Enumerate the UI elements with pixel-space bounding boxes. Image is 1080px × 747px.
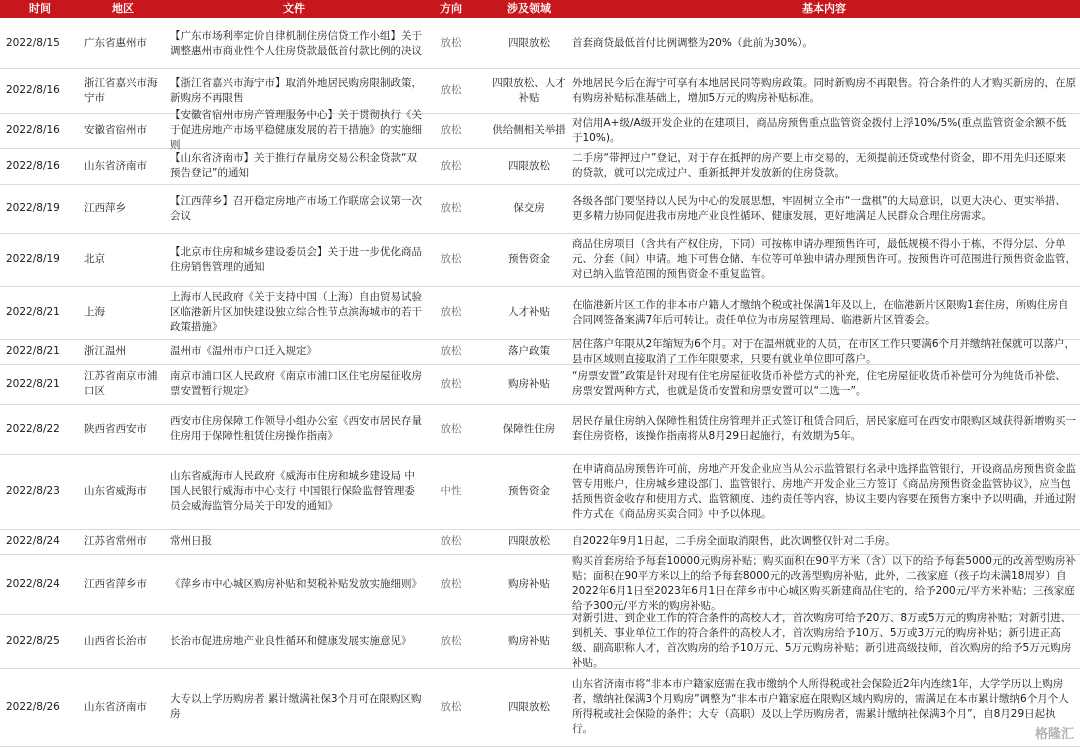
row-region-text: 北京: [84, 253, 105, 265]
row-content: [568, 68, 1076, 113]
row-direction: [428, 364, 474, 404]
table-row: [0, 364, 1080, 405]
row-date-text: 2022/8/16: [6, 124, 60, 136]
row-date-text: 2022/8/26: [6, 700, 60, 713]
row-region: [80, 554, 160, 614]
row-date-text: 2022/8/21: [6, 377, 60, 390]
row-content: [568, 233, 1076, 286]
row-date-text: 2022/8/22: [6, 422, 60, 435]
table-row: [0, 668, 1080, 747]
row-content-text: 自2022年9月1日起，二手房全面取消限售，此次调整仅针对二手房。: [572, 535, 896, 547]
row-region: [80, 668, 160, 746]
row-content-text: 山东省济南市将“非本市户籍家庭需在我市缴纳个人所得税或社会保险近2年内连续1年，大学学历以上购房者，缴纳社保满3个月购房”调整为“非本市户籍家庭在限购区域内购房的，需满足在本市累计缴纳6个月个人所得税或社会保险的条件；大专（高职）及以上学历购房者，需累计缴纳社保满3个月”，自8月29日起执行。: [572, 678, 1069, 735]
row-area-text: 人才补贴: [508, 306, 550, 318]
row-direction: [428, 554, 474, 614]
row-area-text: 购房补贴: [508, 377, 550, 390]
row-document-text: 【山东省济南市】关于推行存量房交易公积金贷款“双预告登记”的通知: [170, 152, 417, 179]
row-date: [0, 668, 66, 746]
row-region-text: 陕西省西安市: [84, 422, 147, 435]
row-document-text: 南京市浦口区人民政府《南京市浦口区住宅房屋征收房票安置暂行规定》: [170, 370, 422, 397]
row-document-text: 温州市《温州市户口迁入规定》: [170, 345, 317, 357]
row-date-text: 2022/8/25: [6, 634, 60, 647]
row-area-text: 购房补贴: [508, 577, 550, 590]
row-date: [0, 364, 66, 404]
row-direction: [428, 668, 474, 746]
table-row: [0, 529, 1080, 555]
row-area: [490, 529, 568, 554]
row-content-text: 首套商贷最低首付比例调整为20%（此前为30%）。: [572, 37, 813, 49]
row-area-text: 购房补贴: [508, 634, 550, 647]
row-content-text: 购买首套房给予每套10000元购房补贴；购买面积在90平方米（含）以下的给予每套5000元的改善型购房补贴；面积在90平方米以上的给予每套8000元的改善型购房补贴，此外，二孩家庭（孩子均未满18周岁）自2022年6月1日至2023年6月1日在萍乡市中心城区购买新建商品住宅的，给予200元/平方米补贴；三孩家庭给予300元/平方米的购房补贴。: [572, 555, 1076, 612]
table-row: [0, 148, 1080, 185]
row-date-text: 2022/8/16: [6, 159, 60, 172]
row-content-text: 对新引进、到企业工作的符合条件的高校人才，首次购房可给予20万、8万或5万元的购房补贴；对新引进、到机关、事业单位工作的符合条件的高校人才，首次购房给予10万、5万或3万元的购房补贴；新引进正高级、副高职称人才，首次购房的给予10万元、5万元购房补贴；新引进高级技师，首次购房的给予5万元购房补贴。: [572, 612, 1072, 669]
row-content: [568, 184, 1076, 233]
row-region: [80, 364, 160, 404]
row-date: [0, 184, 66, 233]
row-date: [0, 529, 66, 554]
row-region-text: 山西省长治市: [84, 634, 147, 647]
row-content: [568, 404, 1076, 454]
row-document-text: 【江西萍乡】召开稳定房地产市场工作联席会议第一次会议: [170, 194, 422, 222]
row-content-text: 居住落户年限从2年缩短为6个月。对于在温州就业的人员，在市区工作只要满6个月并缴纳社保就可以落户，县市区域则直接取消了工作年限要求，只要有就业单位即可落户。: [572, 337, 1076, 365]
row-content: [568, 554, 1076, 614]
row-direction: [428, 339, 474, 364]
row-direction: [428, 286, 474, 339]
row-document-text: 【安徽省宿州市房产管理服务中心】关于贯彻执行《关于促进房地产市场平稳健康发展的若干措施》的实施细则: [170, 109, 422, 151]
row-region: [80, 529, 160, 554]
table-row: [0, 614, 1080, 669]
row-document: [166, 109, 422, 151]
table-row: [0, 404, 1080, 455]
row-direction-text: 放松: [440, 124, 462, 136]
row-document: [166, 529, 422, 554]
row-document-text: 【浙江省嘉兴市海宁市】取消外地居民购房限制政策，新购房不再限售: [170, 76, 422, 104]
table-row: [0, 184, 1080, 234]
table-row: [0, 233, 1080, 287]
header-region: 地区: [112, 2, 134, 15]
row-region-text: 浙江省嘉兴市海宁市: [84, 76, 158, 104]
row-area-text: 预售资金: [508, 485, 550, 497]
row-document-text: 大专以上学历购房者 累计缴满社保3个月可在限购区购房: [170, 693, 422, 720]
row-date: [0, 339, 66, 364]
row-content: [568, 364, 1076, 404]
row-direction-text: 放松: [440, 306, 462, 318]
row-document-text: 《萍乡市中心城区购房补贴和契税补贴发放实施细则》: [170, 577, 422, 590]
row-area: [490, 148, 568, 184]
row-content: [568, 668, 1076, 746]
row-document-text: 上海市人民政府《关于支持中国（上海）自由贸易试验区临港新片区加快建设独立综合性节点滨海城市的若干政策措施》: [170, 291, 422, 333]
row-document-text: 西安市住房保障工作领导小组办公室《西安市居民存量住房用于保障性租赁住房操作指南》: [170, 415, 422, 442]
row-direction: [428, 19, 474, 68]
row-area-text: 保障性住房: [502, 422, 556, 435]
row-document: [166, 184, 422, 233]
row-area: [490, 364, 568, 404]
row-area: [490, 614, 568, 668]
table-header: [0, 0, 1080, 18]
row-area: [490, 68, 568, 113]
row-area-text: 四限放松: [508, 159, 550, 172]
row-region-text: 广东省惠州市: [84, 37, 147, 49]
row-date: [0, 148, 66, 184]
row-date: [0, 113, 66, 148]
row-date-text: 2022/8/19: [6, 253, 60, 265]
row-region-text: 江西萍乡: [84, 202, 126, 214]
row-direction-text: 放松: [440, 377, 462, 390]
row-date: [0, 554, 66, 614]
row-document: [166, 614, 422, 668]
row-date-text: 2022/8/16: [6, 84, 60, 96]
row-area: [490, 454, 568, 529]
row-date: [0, 286, 66, 339]
row-area: [490, 554, 568, 614]
row-area: [490, 668, 568, 746]
row-document-text: 【北京市住房和城乡建设委员会】关于进一步优化商品住房销售管理的通知: [170, 245, 422, 273]
row-direction: [428, 614, 474, 668]
table-row: [0, 454, 1080, 530]
row-direction-text: 放松: [440, 202, 462, 214]
table-row: [0, 109, 1080, 151]
row-document: [166, 339, 422, 364]
row-content: [568, 148, 1076, 184]
table-row: [0, 339, 1080, 365]
row-date-text: 2022/8/21: [6, 345, 60, 357]
row-area: [490, 233, 568, 286]
row-content-text: “房票安置”政策是针对现有住宅房屋征收货币补偿方式的补充，住宅房屋征收货币补偿可分为纯货币补偿、房票安置两种方式，也就是货币安置和房票安置可以“二选一”。: [572, 370, 1066, 397]
row-direction-text: 放松: [440, 700, 462, 713]
row-region: [80, 339, 160, 364]
row-date: [0, 19, 66, 68]
row-region-text: 江苏省南京市浦口区: [84, 370, 158, 397]
row-content: [568, 113, 1076, 148]
row-area-text: 保交房: [513, 202, 545, 214]
header-direction: 方向: [440, 2, 462, 15]
row-region: [80, 19, 160, 68]
row-region: [80, 286, 160, 339]
row-region-text: 山东省威海市: [84, 485, 147, 497]
row-direction-text: 中性: [440, 485, 462, 497]
row-document-text: 长治市促进房地产业良性循环和健康发展实施意见》: [170, 634, 412, 647]
row-region: [80, 148, 160, 184]
row-direction-text: 放松: [440, 159, 462, 172]
row-area: [490, 113, 568, 148]
row-region: [80, 184, 160, 233]
row-region-text: 江西省萍乡市: [84, 577, 147, 590]
header-area: 涉及领域: [507, 2, 551, 15]
row-direction: [428, 454, 474, 529]
row-date: [0, 68, 66, 113]
row-document: [166, 233, 422, 286]
row-document-text: 山东省威海市人民政府《威海市住房和城乡建设局 中国人民银行威海市中心支行 中国银行保险监督管理委员会威海监管分局关于印发的通知》: [170, 470, 415, 512]
table-row: [0, 554, 1080, 615]
row-date: [0, 454, 66, 529]
row-date-text: 2022/8/23: [6, 485, 60, 497]
row-direction: [428, 529, 474, 554]
row-area: [490, 286, 568, 339]
row-area-text: 落户政策: [508, 345, 550, 357]
row-direction-text: 放松: [440, 345, 462, 357]
row-date-text: 2022/8/19: [6, 202, 60, 214]
row-document: [166, 364, 422, 404]
row-content-text: 各级各部门要坚持以人民为中心的发展思想，牢固树立全市“一盘棋”的大局意识，以更大决心、更实举措、更多精力协同促进我市房地产业良性循环、健康发展，更好地满足人民群众合理住房需求。: [572, 194, 1066, 222]
row-document: [166, 19, 422, 68]
row-area-text: 四限放松、人才补贴: [492, 76, 566, 104]
row-document-text: 【广东市场利率定价自律机制住房信贷工作小组】关于调整惠州市商业性个人住房贷款最低首付款比例的决议: [170, 29, 422, 57]
row-date-text: 2022/8/24: [6, 577, 60, 590]
header-content: 基本内容: [802, 2, 846, 15]
row-region-text: 山东省济南市: [84, 700, 147, 713]
row-area-text: 预售资金: [508, 253, 550, 265]
row-document: [166, 148, 422, 184]
table-row: [0, 68, 1080, 114]
row-content-text: 外地居民今后在海宁可享有本地居民同等购房政策。同时新购房不再限售。符合条件的人才购买新房的，在原有购房补贴标准基础上，增加5万元的购房补贴标准。: [572, 76, 1076, 104]
row-region-text: 山东省济南市: [84, 159, 147, 172]
row-document: [166, 454, 422, 529]
row-content: [568, 454, 1076, 529]
row-region: [80, 614, 160, 668]
row-document: [166, 404, 422, 454]
table-row: [0, 19, 1080, 69]
row-direction: [428, 68, 474, 113]
row-content-text: 商品住房项目（含共有产权住房，下同）可按栋申请办理预售许可，最低规模不得小于栋，不得分层、分单元、分套（间）申请。地下可售仓储、车位等可单独申请办理预售许可。按预售许可范围进行预售资金监管，对已纳入监管范围的预售资金不重复监管。: [572, 238, 1076, 280]
row-content: [568, 339, 1076, 364]
row-content: [568, 529, 1076, 554]
row-direction-text: 放松: [440, 37, 462, 49]
watermark-logo: 格隆汇: [1034, 727, 1074, 742]
row-region-text: 上海: [84, 306, 105, 318]
row-area: [490, 339, 568, 364]
header-date: 时间: [29, 2, 51, 15]
row-direction-text: 放松: [440, 253, 462, 265]
row-date-text: 2022/8/21: [6, 306, 60, 318]
row-content: [568, 286, 1076, 339]
row-document: [166, 554, 422, 614]
row-document-text: 常州日报: [170, 535, 212, 547]
row-area-text: 四限放松: [508, 700, 550, 713]
row-region-text: 浙江温州: [84, 345, 126, 357]
row-direction-text: 放松: [440, 422, 462, 435]
row-area-text: 供给侧相关举措: [492, 124, 566, 136]
row-direction: [428, 404, 474, 454]
row-region-text: 安徽省宿州市: [84, 124, 147, 136]
row-region: [80, 233, 160, 286]
row-area: [490, 19, 568, 68]
row-content: [568, 19, 1076, 68]
header-document: 文件: [283, 2, 305, 15]
row-region: [80, 113, 160, 148]
row-direction: [428, 113, 474, 148]
row-region: [80, 454, 160, 529]
row-region: [80, 68, 160, 113]
row-content: [568, 614, 1076, 668]
row-region: [80, 404, 160, 454]
table-row: [0, 286, 1080, 340]
row-content-text: 二手房“带押过户”登记，对于存在抵押的房产要上市交易的，无须提前还贷或垫付资金，即不用先归还原来的贷款，就可以完成过户、重新抵押并发放新的住房贷款。: [572, 152, 1066, 179]
row-area: [490, 184, 568, 233]
row-content-text: 在临港新片区工作的非本市户籍人才缴纳个税或社保满1年及以上，在临港新片区限购1套住房，所购住房自合同网签备案满7年后可转让。责任单位为市房屋管理局、临港新片区管委会。: [572, 298, 1069, 326]
row-direction-text: 放松: [440, 535, 462, 547]
row-area-text: 四限放松: [508, 535, 550, 547]
row-document: [166, 668, 422, 746]
row-direction: [428, 184, 474, 233]
row-date-text: 2022/8/15: [6, 37, 60, 49]
row-direction-text: 放松: [440, 634, 462, 647]
row-direction-text: 放松: [440, 577, 462, 590]
row-document: [166, 68, 422, 113]
row-content-text: 居民存量住房纳入保障性租赁住房管理并正式签订租赁合同后，居民家庭可在西安市限购区域获得新增购买一套住房资格，该操作指南将从8月29日起施行，有效期为5年。: [572, 415, 1076, 442]
row-area-text: 四限放松: [508, 37, 550, 49]
row-direction: [428, 148, 474, 184]
row-direction-text: 放松: [440, 84, 462, 96]
row-date: [0, 233, 66, 286]
row-region-text: 江苏省常州市: [84, 535, 147, 547]
row-content-text: 对信用A+级/A级开发企业的在建项目，商品房预售重点监管资金拨付上浮10%/5%(重点监管资金余额不低于10%)。: [572, 116, 1067, 144]
row-area: [490, 404, 568, 454]
row-date-text: 2022/8/24: [6, 535, 60, 547]
row-content-text: 在申请商品房预售许可前，房地产开发企业应当从公示监管银行名录中选择监管银行，开设商品房预售资金监管专用账户，住房城乡建设部门、监管银行、房地产开发企业三方签订《商品房预售资金监管协议》，应当包括预售资金收存和使用方式、监管额度、违约责任等内容，协议主要内容要在预售方案中予以明确，并通过附件方式在《商品房买卖合同》中予以体现。: [572, 462, 1076, 520]
row-date: [0, 404, 66, 454]
row-direction: [428, 233, 474, 286]
row-date: [0, 614, 66, 668]
row-document: [166, 286, 422, 339]
